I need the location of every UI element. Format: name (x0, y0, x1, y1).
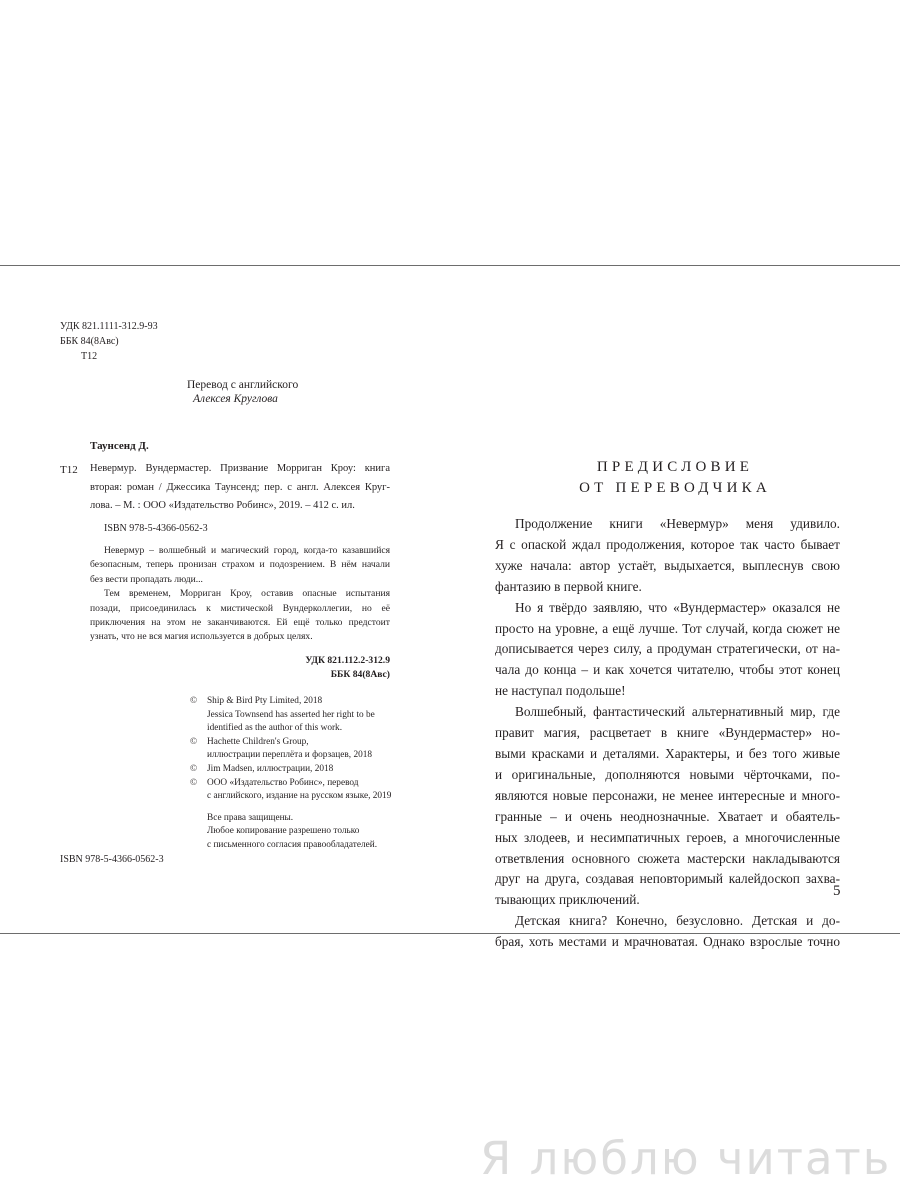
annotation-line: Тем временем, Морриган Кроу, оставив опасные испытания (104, 588, 390, 600)
annotation-line: позади, присоединилась к мистической Вундерколлегии, но её (90, 602, 390, 614)
copyright-item (190, 777, 430, 804)
text-line: Детская книга? Конечно, безусловно. Детская и до- (515, 913, 840, 929)
copyright-icon: © (190, 777, 198, 788)
right-page-preface (450, 266, 900, 950)
rights-line: Любое копирование разрешено только (207, 826, 360, 837)
copyright-line: с английского, издание на русском языке, 2019 (207, 791, 392, 802)
copyright-line: Hachette Children's Group, (207, 736, 309, 747)
copyright-icon: © (190, 763, 198, 774)
bibliography-line: Невермур. Вундермастер. Призвание Морриган Кроу: книга (90, 463, 390, 474)
bbk-code: ББК 84(8Авс) (60, 336, 119, 347)
udk-right: УДК 821.112.2-312.9 (305, 655, 390, 666)
copyright-block (190, 695, 430, 853)
translation-label: Перевод с английского (187, 379, 299, 391)
copyright-line: Jessica Townsend has asserted her right to be (207, 709, 375, 720)
bibliography-line: лова. – М. : ООО «Издательство Робинс», 2019. – 412 с. ил. (90, 500, 355, 512)
preface-title-line2: ОТ ПЕРЕВОДЧИКА (579, 480, 771, 496)
text-line: и оригинальные, дополняются новыми чёрточками, по- (495, 766, 840, 782)
rights-notice (190, 812, 430, 853)
copyright-item (190, 736, 430, 763)
text-line: дописывается через силу, а продуман стратегически, от на- (495, 641, 840, 657)
text-line: Но я твёрдо заявляю, что «Вундермастер» оказался не (515, 599, 840, 615)
annotation-paragraph (90, 587, 390, 645)
text-line: фантазию в первой книге. (495, 578, 642, 594)
annotation-line: узнать, что не вся магия используется в добрых целях. (90, 631, 313, 643)
annotation-line: Невермур – волшебный и магический город, когда-то казавшийся (104, 545, 390, 556)
text-line: хуже начала: автор устаёт, выдыхается, выплеснув свою (495, 557, 840, 573)
copyright-line: ООО «Издательство Робинс», перевод (207, 777, 359, 788)
text-line: правит магия, расцветает в книге «Вундермастер» но- (495, 725, 840, 741)
isbn-top: ISBN 978-5-4366-0562-3 (104, 523, 208, 534)
annotation-line: безопасным, теперь пронизан страхом и подозрением. В нём начали (90, 559, 390, 571)
text-line: брая, хоть местами и мрачноватая. Однако взрослые точно (495, 934, 840, 950)
rights-line: Все права защищены. (207, 812, 294, 823)
text-line: просто на уровне, а ещё лучше. Тот случай, когда сюжет не (495, 620, 840, 636)
rights-line: с письменного согласия правообладателей. (207, 839, 378, 850)
preface-body (495, 514, 840, 953)
text-line: тывающих приключений. (495, 892, 640, 908)
annotation (90, 544, 390, 645)
text-line: ных злодеев, и несимпатичных героев, а многочисленные (495, 829, 840, 845)
text-line: Я с опаской ждал продолжения, которое так часто бывает (495, 536, 840, 552)
annotation-line: без вести пропадать люди... (90, 573, 203, 585)
text-line: друг на друга, создавая неповторимый калейдоскоп захва- (495, 871, 840, 887)
copyright-item (190, 763, 430, 777)
translator-name: Алексея Круглова (193, 393, 278, 405)
text-line: Волшебный, фантастический альтернативный мир, где (515, 704, 840, 720)
text-line: являются новые персонажи, не менее интересные и много- (495, 787, 840, 803)
text-line: выми красками и деталями. Характеры, и без того живые (495, 745, 840, 761)
text-line: Продолжение книги «Невермур» меня удивило. (515, 516, 840, 531)
annotation-paragraph (90, 544, 390, 587)
copyright-line: Ship & Bird Pty Limited, 2018 (207, 696, 323, 706)
copyright-icon: © (190, 696, 198, 706)
copyright-item (190, 695, 430, 736)
author-heading: Таунсенд Д. (90, 440, 149, 452)
copyright-line: Jim Madsen, иллюстрации, 2018 (207, 763, 334, 774)
text-line: чала до конца – и как хочется читателю, чтобы этот конец (495, 662, 840, 678)
text-line: ответвления основного сюжета мастерски накладываются (495, 850, 840, 866)
text-line: гранные – и очень неоднозначные. Хватает и обаятель- (495, 808, 840, 824)
annotation-line: приключения на этом не заканчиваются. Ей ещё только предстоит (90, 617, 390, 629)
author-mark-code: Т12 (81, 351, 98, 362)
copyright-line: иллюстрации переплёта и форзацев, 2018 (207, 750, 373, 761)
copyright-icon: © (190, 736, 198, 747)
watermark-text: Я люблю читать (480, 1132, 892, 1185)
preface-paragraph (495, 514, 840, 598)
udk-code: УДК 821.1111-312.9-93 (60, 321, 158, 332)
page-number: 5 (833, 883, 841, 899)
preface-paragraph (495, 598, 840, 703)
preface-title-line1: ПРЕДИСЛОВИЕ (596, 459, 754, 475)
text-line: не наступал подольше! (495, 683, 626, 699)
preface-paragraph (495, 911, 840, 953)
bibliography-line: вторая: роман / Джессика Таунсенд; пер. с англ. Алексея Круг- (90, 481, 390, 493)
classification-codes-right (240, 654, 390, 682)
author-mark-side: Т12 (60, 464, 78, 476)
left-page-imprint (0, 266, 450, 933)
preface-paragraph (495, 702, 840, 911)
bibliographic-description (90, 460, 390, 516)
isbn-bottom: ISBN 978-5-4366-0562-3 (60, 854, 164, 865)
copyright-line: identified as the author of this work. (207, 723, 343, 734)
bbk-right: ББК 84(8Авс) (330, 669, 390, 680)
